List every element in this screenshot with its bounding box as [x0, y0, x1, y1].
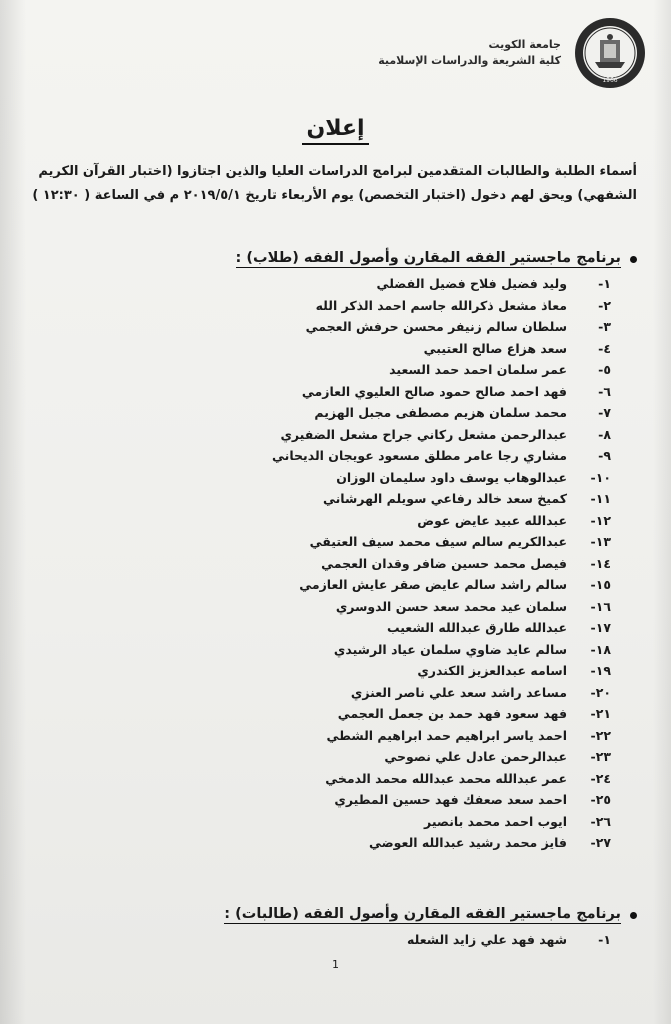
- student-name: سلمان عيد محمد سعد حسن الدوسري: [335, 598, 567, 614]
- list-item: [37, 556, 611, 578]
- item-number: ٢-: [598, 297, 611, 313]
- page-title: إعلان: [0, 116, 671, 141]
- list-item: [37, 932, 611, 954]
- item-number: ٢٣-: [590, 749, 611, 764]
- student-name: شهد فهد علي زايد الشعله: [407, 932, 567, 947]
- item-number: ٢٠-: [590, 684, 611, 700]
- section-title: برنامج ماجستير الفقه المقارن وأصول الفقه (طالبات) :: [224, 906, 621, 922]
- list-item: [37, 814, 611, 836]
- student-name: محمد سلمان هزيم مصطفى مجبل الهزيم: [314, 405, 567, 420]
- student-name: عمر عبدالله محمد عبدالله محمد الدمخي: [325, 770, 567, 786]
- item-number: ١٠-: [590, 469, 611, 485]
- student-name: احمد سعد صعفك فهد حسين المطيري: [334, 792, 567, 807]
- student-list: [37, 932, 637, 954]
- list-item: [37, 405, 611, 427]
- item-number: ١٧-: [590, 620, 611, 635]
- list-item: [37, 362, 611, 384]
- student-name: سعد هزاع صالح العتيبي: [423, 340, 567, 356]
- student-name: مشاري رجا عامر مطلق مسعود عويجان الديحاني: [272, 448, 567, 463]
- list-item: [37, 470, 611, 492]
- list-item: [37, 319, 611, 341]
- student-name: ايوب احمد محمد بانصير: [424, 813, 567, 829]
- student-name: عبدالكريم سالم سيف محمد سيف العتيقي: [309, 534, 567, 549]
- bullet-icon: [630, 256, 637, 263]
- list-item: [37, 513, 611, 535]
- item-number: ١٤-: [590, 555, 611, 571]
- list-item: [37, 599, 611, 621]
- list-item: [37, 685, 611, 707]
- letterhead: [27, 16, 647, 96]
- list-item: [37, 491, 611, 513]
- item-number: ٤-: [598, 340, 611, 356]
- student-name: سالم راشد سالم عايض صقر عايش العازمي: [299, 577, 567, 592]
- university-name: جامعة الكويت: [488, 38, 561, 51]
- announcement-intro: [27, 160, 637, 208]
- list-item: [37, 577, 611, 599]
- student-name: سلطان سالم زنيفر محسن حرفش العجمي: [305, 319, 567, 334]
- student-name: معاذ مشعل ذكرالله جاسم احمد الذكر الله: [315, 297, 567, 313]
- student-name: عبدالله عبيد عايض عوض: [417, 512, 567, 528]
- item-number: ٦-: [598, 383, 611, 399]
- page-number: 1: [332, 958, 339, 971]
- student-name: احمد ياسر ابراهيم حمد ابراهيم الشطي: [326, 727, 567, 743]
- item-number: ٥-: [598, 362, 611, 377]
- item-number: ١٩-: [590, 663, 611, 678]
- item-number: ١٨-: [590, 641, 611, 657]
- item-number: ٢٧-: [590, 835, 611, 850]
- student-list: [37, 276, 637, 857]
- section-title: برنامج ماجستير الفقه المقارن وأصول الفقه (طلاب) :: [235, 250, 621, 266]
- item-number: ١٢-: [590, 512, 611, 528]
- seal-year: 1966: [602, 77, 618, 84]
- item-number: ٢٢-: [590, 727, 611, 743]
- list-item: [37, 663, 611, 685]
- item-number: ١٥-: [590, 577, 611, 592]
- list-item: [37, 792, 611, 814]
- list-item: [37, 728, 611, 750]
- section-male-students: [37, 250, 637, 857]
- student-name: سالم عايد ضاوي سلمان عياد الرشيدي: [333, 641, 567, 657]
- item-number: ١-: [598, 276, 611, 291]
- item-number: ٩-: [598, 448, 611, 463]
- list-item: [37, 427, 611, 449]
- list-item: [37, 448, 611, 470]
- intro-line-2: الشفهي) ويحق لهم دخول (اختبار التخصص) يوم الأربعاء تاريخ ٢٠١٩/٥/١ م في الساعة ( ١٢:٣٠ ): [32, 188, 637, 203]
- student-name: عمر سلمان احمد حمد السعيد: [389, 362, 567, 377]
- college-name: كلية الشريعة والدراسات الإسلامية: [378, 54, 561, 67]
- list-item: [37, 620, 611, 642]
- student-name: فايز محمد رشيد عبدالله العوضي: [368, 835, 567, 850]
- item-number: ٢٤-: [590, 770, 611, 786]
- list-item: [37, 642, 611, 664]
- section-female-students: [37, 906, 637, 954]
- student-name: عبدالله طارق عبدالله الشعيب: [386, 620, 567, 635]
- item-number: ٣-: [598, 319, 611, 334]
- item-number: ٧-: [598, 405, 611, 420]
- student-name: كميخ سعد خالد رفاعي سويلم الهرشاني: [322, 491, 567, 506]
- student-name: عبدالرحمن مشعل ركاني جراح مشعل الضفيري: [280, 426, 567, 442]
- student-name: مساعد راشد سعد علي ناصر العنزي: [350, 684, 567, 700]
- item-number: ٢٦-: [590, 813, 611, 829]
- list-item: [37, 749, 611, 771]
- list-item: [37, 835, 611, 857]
- institution-name: [378, 38, 561, 67]
- student-name: اسامه عبدالعزيز الكندري: [417, 663, 567, 678]
- item-number: ٢٥-: [590, 792, 611, 807]
- item-number: ١١-: [590, 491, 611, 506]
- list-item: [37, 341, 611, 363]
- list-item: [37, 534, 611, 556]
- student-name: فيصل محمد حسين ضافر وقدان العجمي: [321, 555, 567, 571]
- university-seal-icon: [573, 16, 647, 90]
- list-item: [37, 276, 611, 298]
- item-number: ١-: [598, 932, 611, 947]
- list-item: [37, 298, 611, 320]
- student-name: فهد احمد صالح حمود صالح العليوي العازمي: [301, 383, 567, 399]
- student-name: عبدالرحمن عادل علي نصوحي: [384, 749, 567, 764]
- bullet-icon: [630, 912, 637, 919]
- student-name: وليد فضيل فلاح فضيل الفضلي: [376, 276, 567, 291]
- list-item: [37, 771, 611, 793]
- item-number: ١٣-: [590, 534, 611, 549]
- item-number: ٢١-: [590, 706, 611, 721]
- student-name: عبدالوهاب يوسف داود سليمان الوزان: [336, 469, 567, 485]
- item-number: ٨-: [598, 426, 611, 442]
- list-item: [37, 384, 611, 406]
- student-name: فهد سعود فهد حمد بن جعمل العجمي: [337, 706, 567, 721]
- list-item: [37, 706, 611, 728]
- intro-line-1: أسماء الطلبة والطالبات المتقدمين لبرامج الدراسات العليا والذين اجتازوا (اختبار القرآن الكريم: [38, 164, 637, 179]
- item-number: ١٦-: [590, 598, 611, 614]
